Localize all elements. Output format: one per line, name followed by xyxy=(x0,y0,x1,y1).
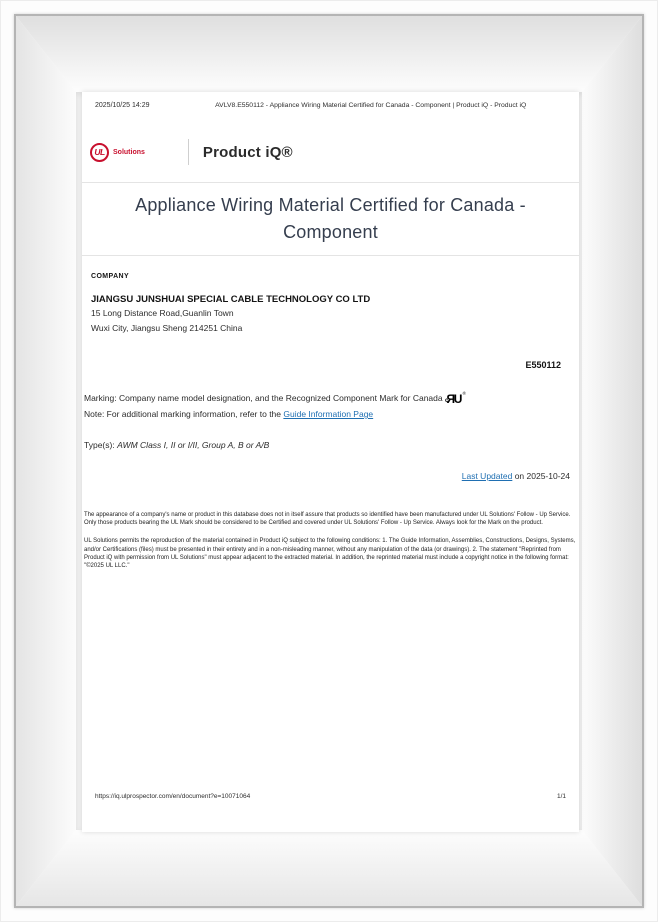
company-address-line1: 15 Long Distance Road,Guanlin Town xyxy=(91,308,234,318)
brand-row xyxy=(82,138,579,166)
disclaimer-paragraph-1: The appearance of a company's name or product in this database does not in itself assure that products so identified have been manufactured under UL Solutions' Follow - Up Service. Only those products bearing the UL Mark should be considered to be Certified and covered under UL Solutions' Follow - Up Service. Always look for the Mark on the product. xyxy=(84,512,571,527)
document-title: Appliance Wiring Material Certified for Canada - Component xyxy=(135,195,526,242)
last-updated-link[interactable]: Last Updated xyxy=(461,471,513,481)
frame-mat-bottom xyxy=(16,830,642,906)
document-page xyxy=(82,92,579,832)
file-number: E550112 xyxy=(525,360,561,370)
ul-solutions-logo xyxy=(90,143,145,162)
note-line xyxy=(82,408,579,421)
types-line xyxy=(82,440,579,450)
footer-url: https://iq.ulprospector.com/en/document?e=10071064 xyxy=(95,793,251,800)
last-updated-date: on 2025-10-24 xyxy=(512,471,570,481)
company-label: COMPANY xyxy=(91,273,130,280)
ul-solutions-wordmark: Solutions xyxy=(113,148,145,156)
guide-information-page-link[interactable]: Guide Information Page xyxy=(283,409,374,419)
note-text: Note: For additional marking information, refer to the xyxy=(84,409,284,419)
types-label: Type(s): xyxy=(84,440,118,450)
company-address-line2: Wuxi City, Jiangsu Sheng 214251 China xyxy=(91,323,243,333)
print-datetime: 2025/10/25 14:29 xyxy=(95,102,150,109)
print-footer xyxy=(95,793,566,800)
disclaimer-paragraph-2: UL Solutions permits the reproduction of the material contained in Product iQ subject to the following conditions: 1. The Guide Information, Assemblies, Constructions, Designs, Systems, and/or Certifications (files) must be presented in their entirety and in a non-misleading manner, without any manipulation of the data (or drawings). 2. The statement "Reprinted from Product iQ with permission from UL Solutions" must appear adjacent to the extracted material. In addition, the reprinted material must include a copyright notice in the following format: "©2025 UL LLC." xyxy=(84,538,576,570)
last-updated-line xyxy=(82,471,579,481)
title-divider xyxy=(82,255,579,256)
footer-page-indicator: 1/1 xyxy=(556,793,566,800)
marking-text: Marking: Company name model designation, and the Recognized Component Mark for Canada xyxy=(84,393,445,403)
header-divider xyxy=(82,182,579,183)
c-ur-recognized-component-mark-icon: cUR® xyxy=(444,391,466,406)
print-header xyxy=(82,92,579,109)
marking-line xyxy=(82,387,579,408)
frame-mat-left xyxy=(16,16,76,906)
company-section xyxy=(82,273,579,335)
types-value: AWM Class I, II or I/II, Group A, B or A/B xyxy=(117,440,270,450)
ul-logo-icon: UL xyxy=(90,143,109,162)
frame-mat-right xyxy=(582,16,642,906)
frame-mat-top xyxy=(16,16,642,92)
company-name: JIANGSU JUNSHUAI SPECIAL CABLE TECHNOLOGY CO LTD xyxy=(91,294,371,305)
brand-divider xyxy=(188,139,189,165)
print-page-title: AVLV8.E550112 - Appliance Wiring Material Certified for Canada - Component | Product iQ - Product iQ xyxy=(215,102,527,109)
product-iq-wordmark: Product iQ® xyxy=(202,143,293,161)
